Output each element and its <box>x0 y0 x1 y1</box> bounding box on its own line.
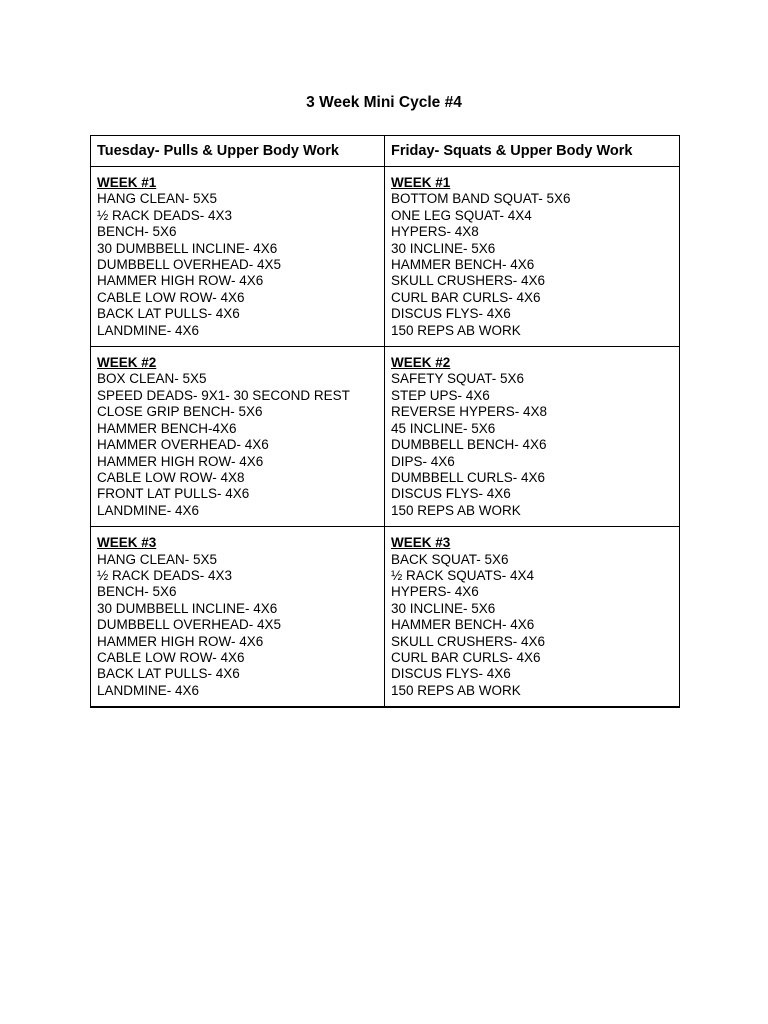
list-item: BACK SQUAT- 5X6 <box>391 551 509 567</box>
page-title: 3 Week Mini Cycle #4 <box>306 94 462 111</box>
week-cell-tuesday <box>91 527 385 708</box>
list-item: HAMMER HIGH ROW- 4X6 <box>97 633 264 649</box>
list-item: CURL BAR CURLS- 4X6 <box>391 289 541 305</box>
list-item: LANDMINE- 4X6 <box>97 682 200 698</box>
week-cell-friday <box>385 347 680 527</box>
week-label: WEEK #1 <box>391 175 451 190</box>
list-item: DUMBBELL BENCH- 4X6 <box>391 437 547 453</box>
exercise-list <box>97 191 378 339</box>
exercise-list <box>391 191 673 339</box>
list-item: 30 DUMBBELL INCLINE- 4X6 <box>97 240 278 256</box>
exercise-list <box>391 552 673 700</box>
list-item: HAMMER BENCH- 4X6 <box>391 257 535 273</box>
list-item: HYPERS- 4X8 <box>391 224 479 240</box>
list-item: DUMBBELL CURLS- 4X6 <box>391 469 546 485</box>
list-item: BENCH- 5X6 <box>97 224 177 240</box>
list-item: 30 INCLINE- 5X6 <box>391 600 496 616</box>
list-item: SPEED DEADS- 9X1- 30 SECOND REST <box>97 387 350 403</box>
list-item: DIPS- 4X6 <box>391 453 455 469</box>
list-item: ONE LEG SQUAT- 4X4 <box>391 207 532 223</box>
list-item: DISCUS FLYS- 4X6 <box>391 306 511 322</box>
list-item: DISCUS FLYS- 4X6 <box>391 486 511 502</box>
list-item: ½ RACK DEADS- 4X3 <box>97 567 233 583</box>
list-item: HAMMER OVERHEAD- 4X6 <box>97 437 269 453</box>
list-item: HAMMER BENCH-4X6 <box>97 420 237 436</box>
list-item: SKULL CRUSHERS- 4X6 <box>391 273 546 289</box>
list-item: BENCH- 5X6 <box>97 584 177 600</box>
list-item: FRONT LAT PULLS- 4X6 <box>97 486 250 502</box>
list-item: ½ RACK SQUATS- 4X4 <box>391 567 535 583</box>
workout-table <box>90 135 680 708</box>
list-item: 30 DUMBBELL INCLINE- 4X6 <box>97 600 278 616</box>
list-item: DUMBBELL OVERHEAD- 4X5 <box>97 257 282 273</box>
list-item: HAMMER BENCH- 4X6 <box>391 617 535 633</box>
week-label: WEEK #3 <box>391 535 451 551</box>
week-cell-friday <box>385 167 680 347</box>
list-item: HAMMER HIGH ROW- 4X6 <box>97 273 264 289</box>
list-item: 150 REPS AB WORK <box>391 682 521 698</box>
list-item: HYPERS- 4X6 <box>391 584 479 600</box>
list-item: DUMBBELL OVERHEAD- 4X5 <box>97 617 282 633</box>
table-header-row <box>91 136 680 167</box>
table-row <box>91 347 680 527</box>
list-item: CABLE LOW ROW- 4X8 <box>97 469 245 485</box>
list-item: REVERSE HYPERS- 4X8 <box>391 404 548 420</box>
list-item: BOTTOM BAND SQUAT- 5X6 <box>391 191 571 207</box>
list-item: ½ RACK DEADS- 4X3 <box>97 207 233 223</box>
list-item: 150 REPS AB WORK <box>391 502 521 518</box>
weeks-body <box>91 167 680 708</box>
list-item: HANG CLEAN- 5X5 <box>97 191 218 207</box>
week-cell-tuesday <box>91 167 385 347</box>
table-row <box>91 167 680 347</box>
week-label: WEEK #2 <box>391 355 451 371</box>
week-label: WEEK #1 <box>97 175 157 190</box>
exercise-list <box>97 552 378 700</box>
week-label: WEEK #2 <box>97 355 157 371</box>
exercise-list <box>97 371 378 519</box>
list-item: STEP UPS- 4X6 <box>391 387 490 403</box>
table-row <box>91 527 680 708</box>
column-header-tuesday: Tuesday- Pulls & Upper Body Work <box>91 136 385 167</box>
list-item: BACK LAT PULLS- 4X6 <box>97 666 240 682</box>
list-item: BACK LAT PULLS- 4X6 <box>97 306 240 322</box>
column-header-friday: Friday- Squats & Upper Body Work <box>385 136 680 167</box>
list-item: SAFETY SQUAT- 5X6 <box>391 371 525 387</box>
list-item: LANDMINE- 4X6 <box>97 502 200 518</box>
list-item: BOX CLEAN- 5X5 <box>97 371 207 387</box>
list-item: 30 INCLINE- 5X6 <box>391 240 496 256</box>
list-item: CLOSE GRIP BENCH- 5X6 <box>97 404 263 420</box>
list-item: SKULL CRUSHERS- 4X6 <box>391 633 546 649</box>
week-label: WEEK #3 <box>97 535 157 551</box>
list-item: CABLE LOW ROW- 4X6 <box>97 289 245 305</box>
list-item: 45 INCLINE- 5X6 <box>391 420 496 436</box>
list-item: HANG CLEAN- 5X5 <box>97 551 218 567</box>
exercise-list <box>391 371 673 519</box>
list-item: CURL BAR CURLS- 4X6 <box>391 649 541 665</box>
list-item: 150 REPS AB WORK <box>391 322 521 338</box>
list-item: LANDMINE- 4X6 <box>97 322 200 338</box>
week-cell-tuesday <box>91 347 385 527</box>
list-item: CABLE LOW ROW- 4X6 <box>97 649 245 665</box>
list-item: HAMMER HIGH ROW- 4X6 <box>97 453 264 469</box>
week-cell-friday <box>385 527 680 708</box>
list-item: DISCUS FLYS- 4X6 <box>391 666 511 682</box>
